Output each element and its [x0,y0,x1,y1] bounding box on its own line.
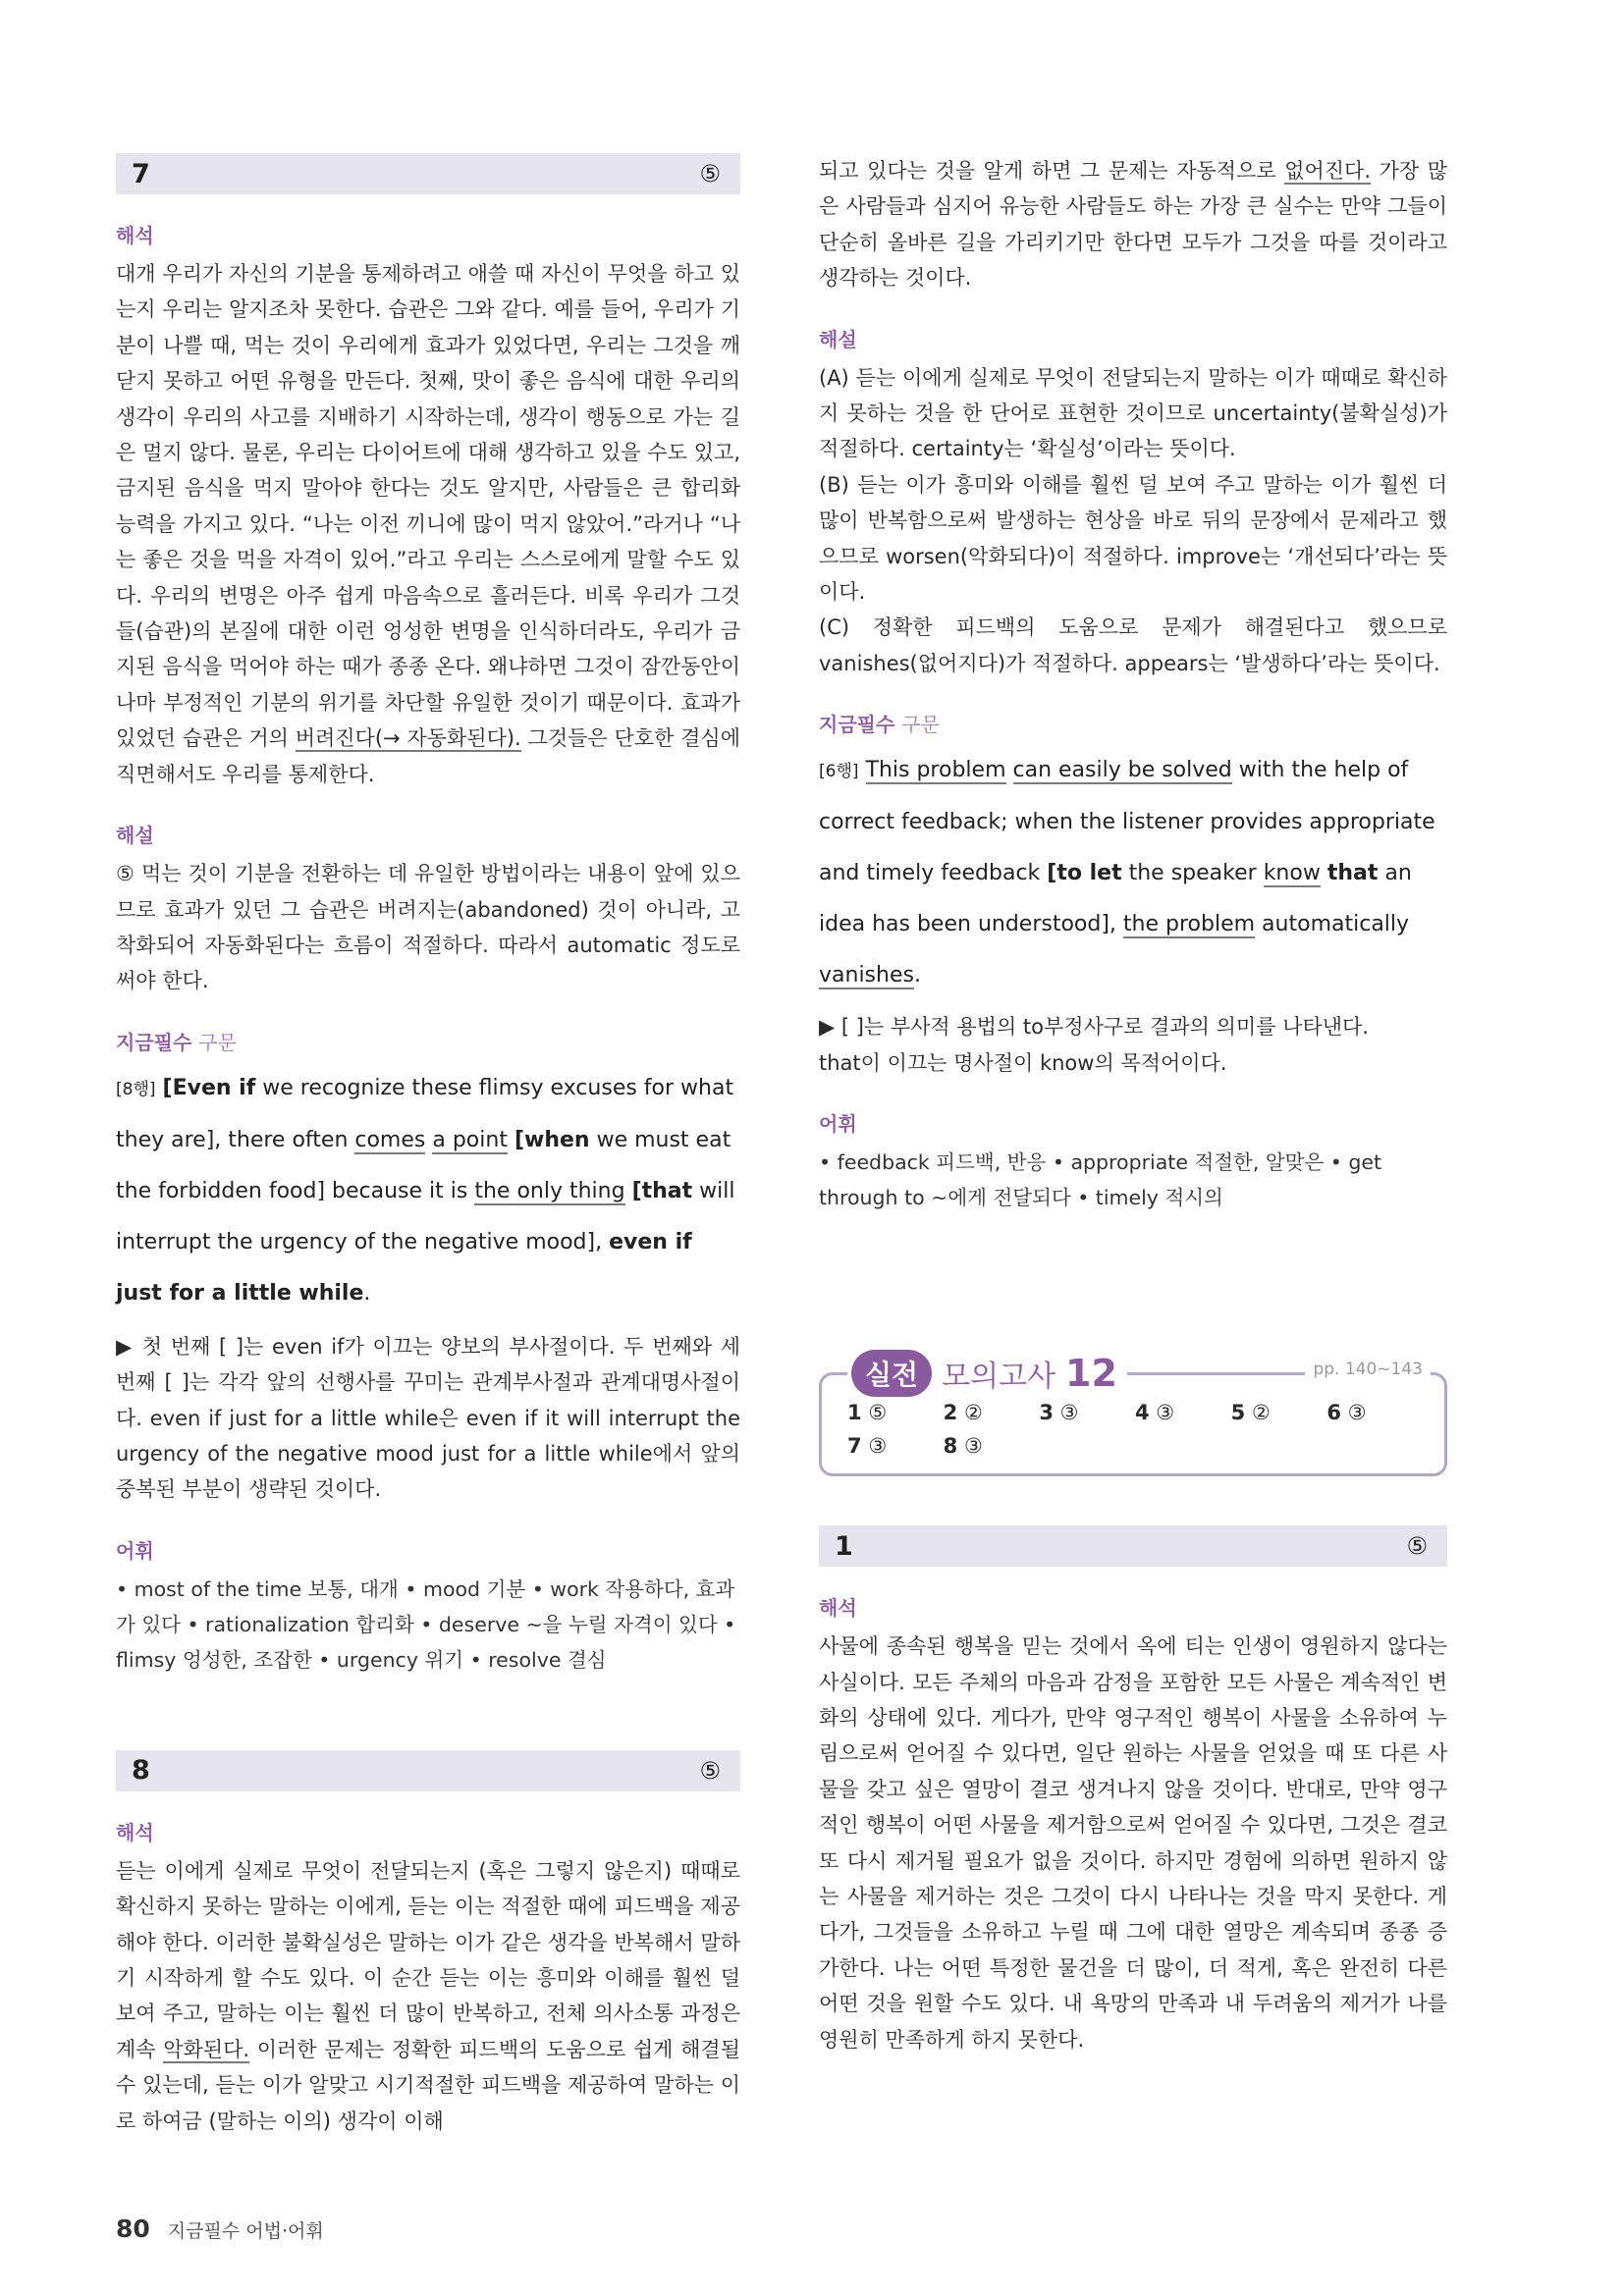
answer-item: 3 ③ [1039,1401,1079,1425]
translation-text: 대개 우리가 자신의 기분을 통제하려고 애쓸 때 자신이 무엇을 하고 있는지 우리는 알지조차 못한다. 습관은 그와 같다. 예를 들어, 우리가 기분이 나쁠 때, 먹는 것이 우리에게 효과가 있었다면, 우리는 그것을 깨닫지 못하고 어떤 유형을 만든다. 첫째, 맛이 좋은 음식에 대한 우리의 생각이 우리의 사고를 지배하기 시작하는데, 생각이 행동으로 가는 길은 멀지 않다. 물론, 우리는 다이어트에 대해 생각하고 있을 수도 있고, 금지된 음식을 먹지 말아야 한다는 것도 알지만, 사람들은 큰 합리화 능력을 가지고 있다. “나는 이전 끼니에 많이 먹지 않았어.”라거나 “나는 좋은 것을 먹을 자격이 있어.”라고 우리는 스스로에게 말할 수도 있다. 우리의 변명은 아주 쉽게 마음속으로 흘러든다. 비록 우리가 그것들(습관)의 본질에 대한 이런 엉성한 변명을 인식하더라도, 우리가 금지된 음식을 먹어야 하는 때가 종종 온다. 왜냐하면 그것이 잠깐동안이나마 부정적인 기분의 위기를 차단할 유일한 것이기 때문이다. 효과가 있었던 습관은 거의 버려진다(→ 자동화된다). 그것들은 단호한 결심에 직면해서도 우리를 통제한다. [116,262,740,786]
answer-grid [847,1401,1423,1458]
question-1-header [819,1525,1447,1567]
practice-pill: 실전 [851,1350,932,1397]
translation-continued: 되고 있다는 것을 알게 하면 그 문제는 자동적으로 없어진다. 가장 많은 사람들과 심지어 유능한 사람들도 하는 가장 큰 실수는 만약 그들이 단순히 올바른 길을 가리키기만 한다면 모두가 그것을 따를 것이라고 생각하는 것이다. [819,159,1447,291]
left-column [116,153,740,2139]
line-ref: [6행] [819,762,859,782]
question-7-header [116,153,740,194]
line-ref: [8행] [116,1079,156,1099]
answer-item: 5 ② [1230,1401,1271,1425]
question-number: 1 [835,1530,853,1562]
syntax-label: 지금필수 구문 [819,713,940,737]
answer-item: 7 ③ [847,1434,888,1459]
page-footer [116,2215,324,2243]
explanation-label: 해설 [116,824,154,848]
explanation-c: (C) 정확한 피드백의 도움으로 문제가 해결된다고 했으므로 vanishes(없어지다)가 적절하다. appears는 ‘발생하다’라는 뜻이다. [819,615,1447,675]
book-title: 지금필수 어법·어휘 [167,2220,324,2242]
vocab-label: 어휘 [116,1538,154,1563]
syntax-note-1: ▶ [ ]는 부사적 용법의 to부정사구로 결과의 의미를 나타낸다. [819,1015,1369,1040]
syntax-label: 지금필수 구문 [116,1030,237,1054]
page-number: 80 [116,2215,150,2243]
practice-test-box [819,1352,1447,1476]
question-number: 8 [132,1755,150,1787]
syntax-sentence: [8행] [Even if we recognize these flimsy excuses for what they are], there often comes a point [when we must eat the forbidden food] because it is the only thing [that will interrupt the urgency of the negative mood], even if just for a little while. [116,1075,735,1306]
practice-number: 12 [1065,1352,1117,1396]
answer-item: 2 ② [943,1401,983,1425]
translation-text: 사물에 종속된 행복을 믿는 것에서 옥에 티는 인생이 영원하지 않다는 사실이다. 모든 주체의 마음과 감정을 포함한 모든 사물은 계속적인 변화의 상태에 있다. 게다가, 만약 영구적인 행복이 사물을 소유하여 누림으로써 얻어질 수 있다면, 일단 원하는 사물을 얻었을 때 또 다른 사물을 갖고 싶은 열망이 결코 생겨나지 않을 것이다. 반대로, 만약 영구적인 행복이 어떤 사물을 제거함으로써 얻어질 수 있다면, 그것은 결코 또 다시 제거될 필요가 없을 것이다. 하지만 경험에 의하면 원하지 않는 사물을 제거하는 것은 그것이 다시 나타나는 것을 막지 못한다. 게다가, 그것들을 소유하고 누릴 때 그에 대한 열망은 계속되며 종종 증가한다. 나는 어떤 특정한 물건을 더 많이, 더 적게, 혹은 완전히 다른 어떤 것을 원할 수도 있다. 내 욕망의 만족과 내 두려움의 제거가 나를 영원히 만족하게 하지 못한다. [819,1634,1447,2052]
syntax-sentence: [6행] This problem can easily be solved with the help of correct feedback; when the listener provides appropriate and timely feedback [to let the speaker know that an idea has been understood], the problem automatically vanishes. [819,758,1435,988]
translation-label: 해석 [116,1820,154,1844]
answer-item: 1 ⑤ [847,1401,888,1425]
right-column [819,153,1447,2057]
answer-mark: ⑤ [699,160,721,187]
page-range: pp. 140~143 [1305,1360,1431,1379]
translation-text: 듣는 이에게 실제로 무엇이 전달되는지 (혹은 그렇지 않은지) 때때로 확신하지 못하는 말하는 이에게, 듣는 이는 적절한 때에 피드백을 제공해야 한다. 이러한 불확실성은 말하는 이가 같은 생각을 반복해서 말하기 시작하게 할 수도 있다. 이 순간 듣는 이는 흥미와 이해를 훨씬 덜 보여 주고, 말하는 이는 훨씬 더 많이 반복하고, 전체 의사소통 과정은 계속 악화된다. 이러한 문제는 정확한 피드백의 도움으로 쉽게 해결될 수 있는데, 듣는 이가 알맞고 시기적절한 피드백을 제공하여 말하는 이로 하여금 (말하는 이의) 생각이 이해 [116,1858,740,2133]
explanation-text: ⑤ 먹는 것이 기분을 전환하는 데 유일한 방법이라는 내용이 앞에 있으므로 효과가 있던 그 습관은 버려지는(abandoned) 것이 아니라, 고착화되어 자동화된다는 흐름이 적절하다. 따라서 automatic 정도로 써야 한다. [116,862,740,993]
answer-mark: ⑤ [699,1756,721,1785]
translation-label: 해석 [819,1596,857,1621]
explanation-a: (A) 듣는 이에게 실제로 무엇이 전달되는지 말하는 이가 때때로 확신하지 못하는 것을 한 단어로 표현한 것이므로 uncertainty(불확실성)가 적절하다. certainty는 ‘확실성’이라는 뜻이다. [819,365,1447,461]
question-number: 7 [132,158,150,189]
answer-mark: ⑤ [1406,1532,1428,1561]
explanation-b: (B) 듣는 이가 흥미와 이해를 훨씬 덜 보여 주고 말하는 이가 훨씬 더 많이 반복함으로써 발생하는 현상을 바로 뒤의 문장에서 문제라고 했으므로 worsen(악화되다)이 적절하다. improve는 ‘개선되다’라는 뜻이다. [819,472,1447,605]
practice-name: 모의고사 [942,1360,1056,1395]
practice-test-title [847,1350,1127,1397]
syntax-note: ▶ 첫 번째 [ ]는 even if가 이끄는 양보의 부사절이다. 두 번째와 세 번째 [ ]는 각각 앞의 선행사를 꾸미는 관계부사절과 관계대명사절이다. even if just for a little while은 even if it will interrupt the urgency of the negative mood just for a little while에서 앞의 중복된 부분이 생략된 것이다. [116,1334,740,1502]
syntax-note-2: that이 이끄는 명사절이 know의 목적어이다. [819,1050,1227,1075]
answer-item: 8 ③ [943,1434,983,1459]
answer-item: 4 ③ [1134,1401,1175,1425]
question-8-header [116,1750,740,1791]
answer-item: 6 ③ [1326,1401,1367,1425]
translation-label: 해석 [116,224,154,247]
vocab-list: • feedback 피드백, 반응 • appropriate 적절한, 알맞은 • get through to ~에게 전달되다 • timely 적시의 [819,1150,1382,1210]
vocab-list: • most of the time 보통, 대개 • mood 기분 • work 작용하다, 효과가 있다 • rationalization 합리화 • deserve ~을 누릴 자격이 있다 • flimsy 엉성한, 조잡한 • urgency 위기 • resolve 결심 [116,1576,736,1672]
vocab-label: 어휘 [819,1112,857,1137]
explanation-label: 해설 [819,327,857,351]
